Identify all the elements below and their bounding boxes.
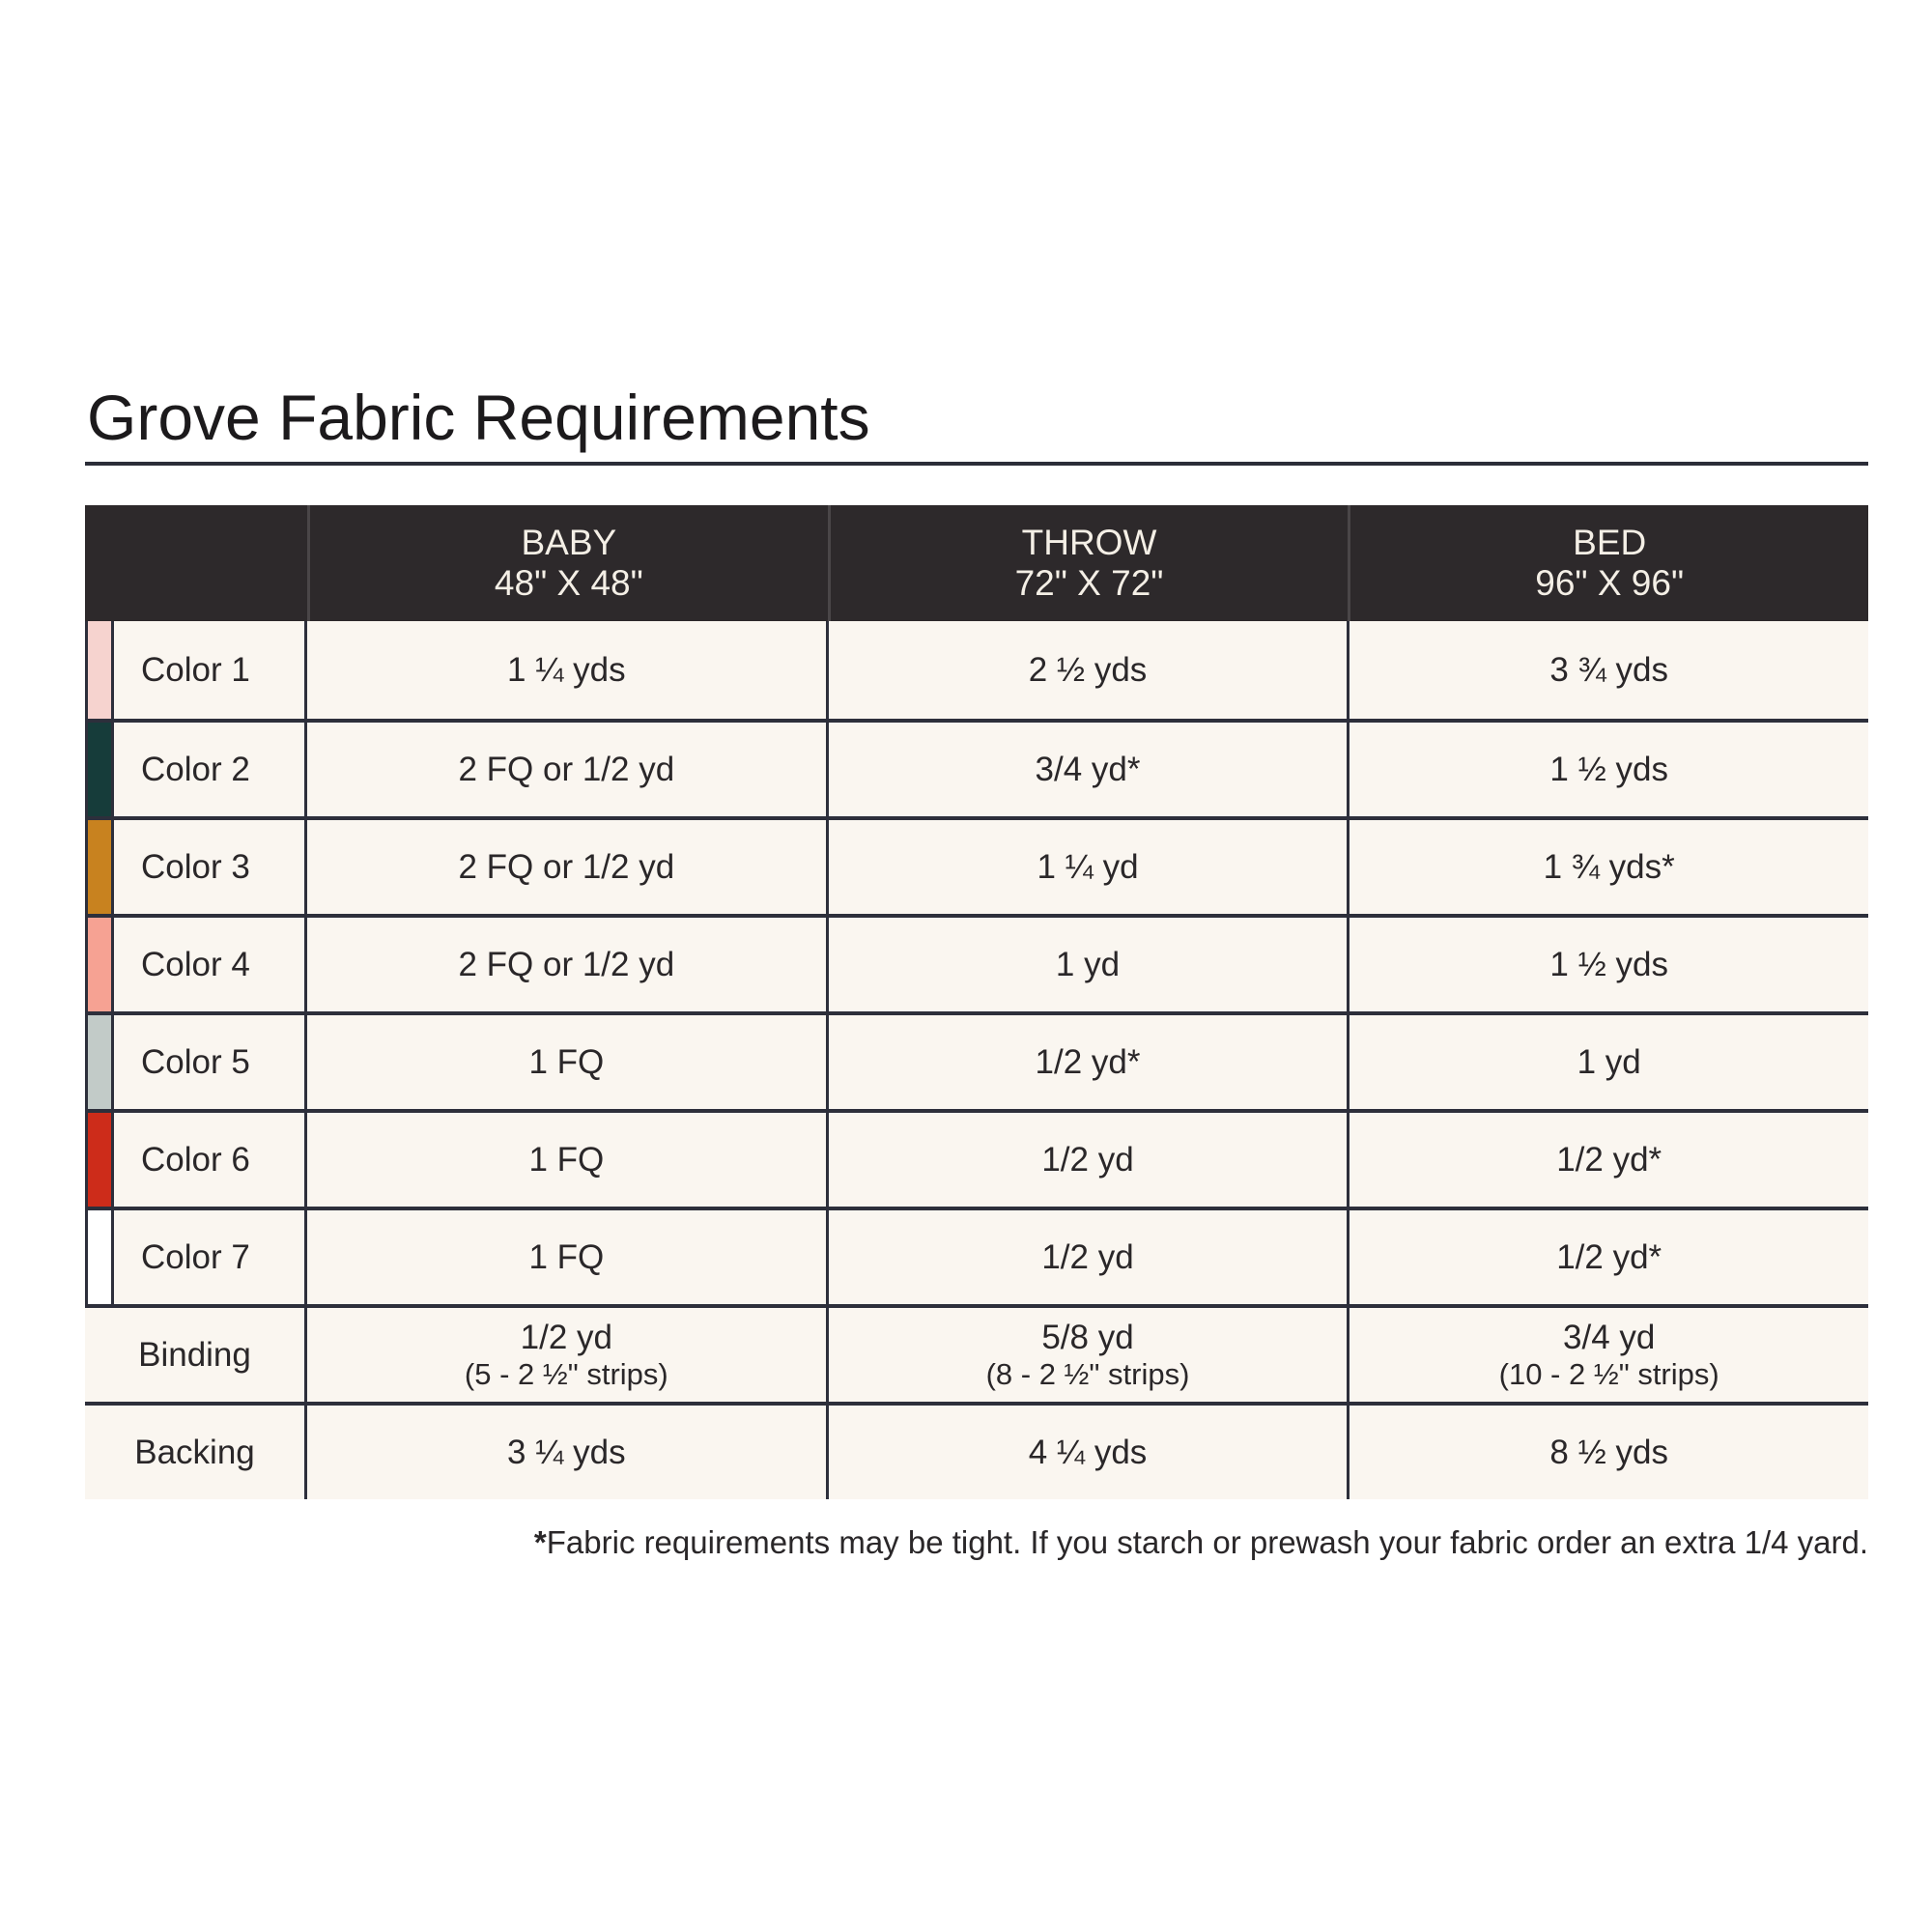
color-swatch	[85, 918, 114, 1011]
cell-value: 3/4 yd*	[1035, 750, 1141, 788]
row-label: Color 1	[141, 650, 250, 689]
cell-value: 1/2 yd*	[1035, 1042, 1141, 1081]
table-cell	[1350, 1308, 1868, 1402]
header-size: 96" X 96"	[1535, 563, 1685, 603]
cell-value: 1 ½ yds	[1549, 750, 1668, 788]
table-cell	[829, 1015, 1350, 1109]
table-cell	[307, 1406, 829, 1499]
cell-value: 1/2 yd*	[1556, 1140, 1662, 1179]
cell-value: 1 ½ yds	[1549, 945, 1668, 983]
header-name: BED	[1573, 523, 1647, 562]
table-cell	[829, 1308, 1350, 1402]
table-cell	[307, 1015, 829, 1109]
table-row	[85, 621, 1868, 719]
table-cell	[1350, 1015, 1868, 1109]
table-cell	[1350, 1406, 1868, 1499]
table-cell	[829, 1113, 1350, 1207]
cell-value: 8 ½ yds	[1549, 1433, 1668, 1471]
color-swatch	[85, 1015, 114, 1109]
table-cell	[1350, 723, 1868, 816]
row-label-cell	[85, 1308, 307, 1402]
cell-value: 3/4 yd	[1563, 1318, 1656, 1356]
cell-value: 3 ¾ yds	[1549, 650, 1668, 689]
table-cell	[829, 723, 1350, 816]
row-label-cell	[85, 820, 307, 914]
title-divider	[85, 462, 1868, 466]
footnote-marker: *	[533, 1524, 547, 1560]
cell-value: 1 FQ	[528, 1237, 605, 1276]
row-label: Color 3	[141, 847, 250, 886]
row-label: Color 5	[141, 1042, 250, 1081]
footnote-text: Fabric requirements may be tight. If you starch or prewash your fabric order an extra 1/4 yard.	[546, 1524, 1868, 1560]
table-cell	[829, 918, 1350, 1011]
table-cell	[1350, 1113, 1868, 1207]
cell-value: 1 ¼ yd	[1037, 847, 1139, 886]
cell-value: 1 yd	[1055, 945, 1121, 983]
row-label-cell	[85, 918, 307, 1011]
cell-value: 2 ½ yds	[1028, 650, 1148, 689]
cell-value: 1 FQ	[528, 1140, 605, 1179]
header-size: 48" X 48"	[494, 563, 643, 603]
table-cell	[829, 820, 1350, 914]
row-label: Color 4	[141, 945, 250, 983]
table-row	[85, 1109, 1868, 1207]
cell-value: 2 FQ or 1/2 yd	[458, 847, 675, 886]
cell-value: 1 FQ	[528, 1042, 605, 1081]
footnote	[534, 1524, 1868, 1561]
row-label-cell	[85, 1406, 307, 1499]
table-cell	[307, 1308, 829, 1402]
cell-value: 1/2 yd	[520, 1318, 613, 1356]
cell-value: 1 yd	[1577, 1042, 1641, 1081]
table-row	[85, 719, 1868, 816]
table-row	[85, 914, 1868, 1011]
table-cell	[307, 918, 829, 1011]
table-row	[85, 1207, 1868, 1304]
cell-value: 1 ¼ yds	[507, 650, 626, 689]
table-row	[85, 816, 1868, 914]
header-size: 72" X 72"	[1014, 563, 1164, 603]
row-label-cell	[85, 621, 307, 719]
table-row	[85, 1011, 1868, 1109]
table-row	[85, 1304, 1868, 1402]
cell-value: 2 FQ or 1/2 yd	[458, 945, 675, 983]
table-cell	[307, 621, 829, 719]
cell-subvalue: (10 - 2 ½" strips)	[1498, 1356, 1719, 1391]
row-label: Backing	[134, 1433, 255, 1471]
row-label-cell	[85, 723, 307, 816]
header-cell-bed	[1348, 505, 1868, 621]
cell-value: 1/2 yd*	[1556, 1237, 1662, 1276]
table-row	[85, 1402, 1868, 1499]
cell-value: 2 FQ or 1/2 yd	[458, 750, 675, 788]
table-cell	[307, 1210, 829, 1304]
header-cell-baby	[307, 505, 828, 621]
cell-value: 5/8 yd	[1041, 1318, 1134, 1356]
cell-value: 1 ¾ yds*	[1543, 847, 1675, 886]
table-cell	[829, 1210, 1350, 1304]
cell-value: 1/2 yd	[1041, 1140, 1134, 1179]
fabric-requirements-table	[85, 505, 1868, 1499]
color-swatch	[85, 621, 114, 719]
color-swatch	[85, 723, 114, 816]
row-label: Color 7	[141, 1237, 250, 1276]
table-cell	[307, 820, 829, 914]
table-header	[85, 505, 1868, 621]
table-cell	[1350, 1210, 1868, 1304]
row-label-cell	[85, 1015, 307, 1109]
cell-value: 3 ¼ yds	[507, 1433, 626, 1471]
color-swatch	[85, 1113, 114, 1207]
table-cell	[1350, 621, 1868, 719]
cell-subvalue: (5 - 2 ½" strips)	[464, 1356, 668, 1391]
cell-value: 1/2 yd	[1041, 1237, 1134, 1276]
header-corner-cell	[85, 505, 307, 621]
table-cell	[307, 723, 829, 816]
row-label-cell	[85, 1210, 307, 1304]
header-name: BABY	[521, 523, 617, 562]
row-label: Color 6	[141, 1140, 250, 1179]
table-cell	[829, 1406, 1350, 1499]
row-label: Color 2	[141, 750, 250, 788]
row-label-cell	[85, 1113, 307, 1207]
cell-value: 4 ¼ yds	[1028, 1433, 1148, 1471]
page-title: Grove Fabric Requirements	[87, 382, 870, 453]
table-cell	[307, 1113, 829, 1207]
color-swatch	[85, 820, 114, 914]
table-cell	[829, 621, 1350, 719]
header-cell-throw	[828, 505, 1349, 621]
cell-subvalue: (8 - 2 ½" strips)	[985, 1356, 1190, 1391]
color-swatch	[85, 1210, 114, 1304]
row-label: Binding	[138, 1335, 251, 1374]
header-name: THROW	[1021, 523, 1157, 562]
table-cell	[1350, 820, 1868, 914]
table-cell	[1350, 918, 1868, 1011]
